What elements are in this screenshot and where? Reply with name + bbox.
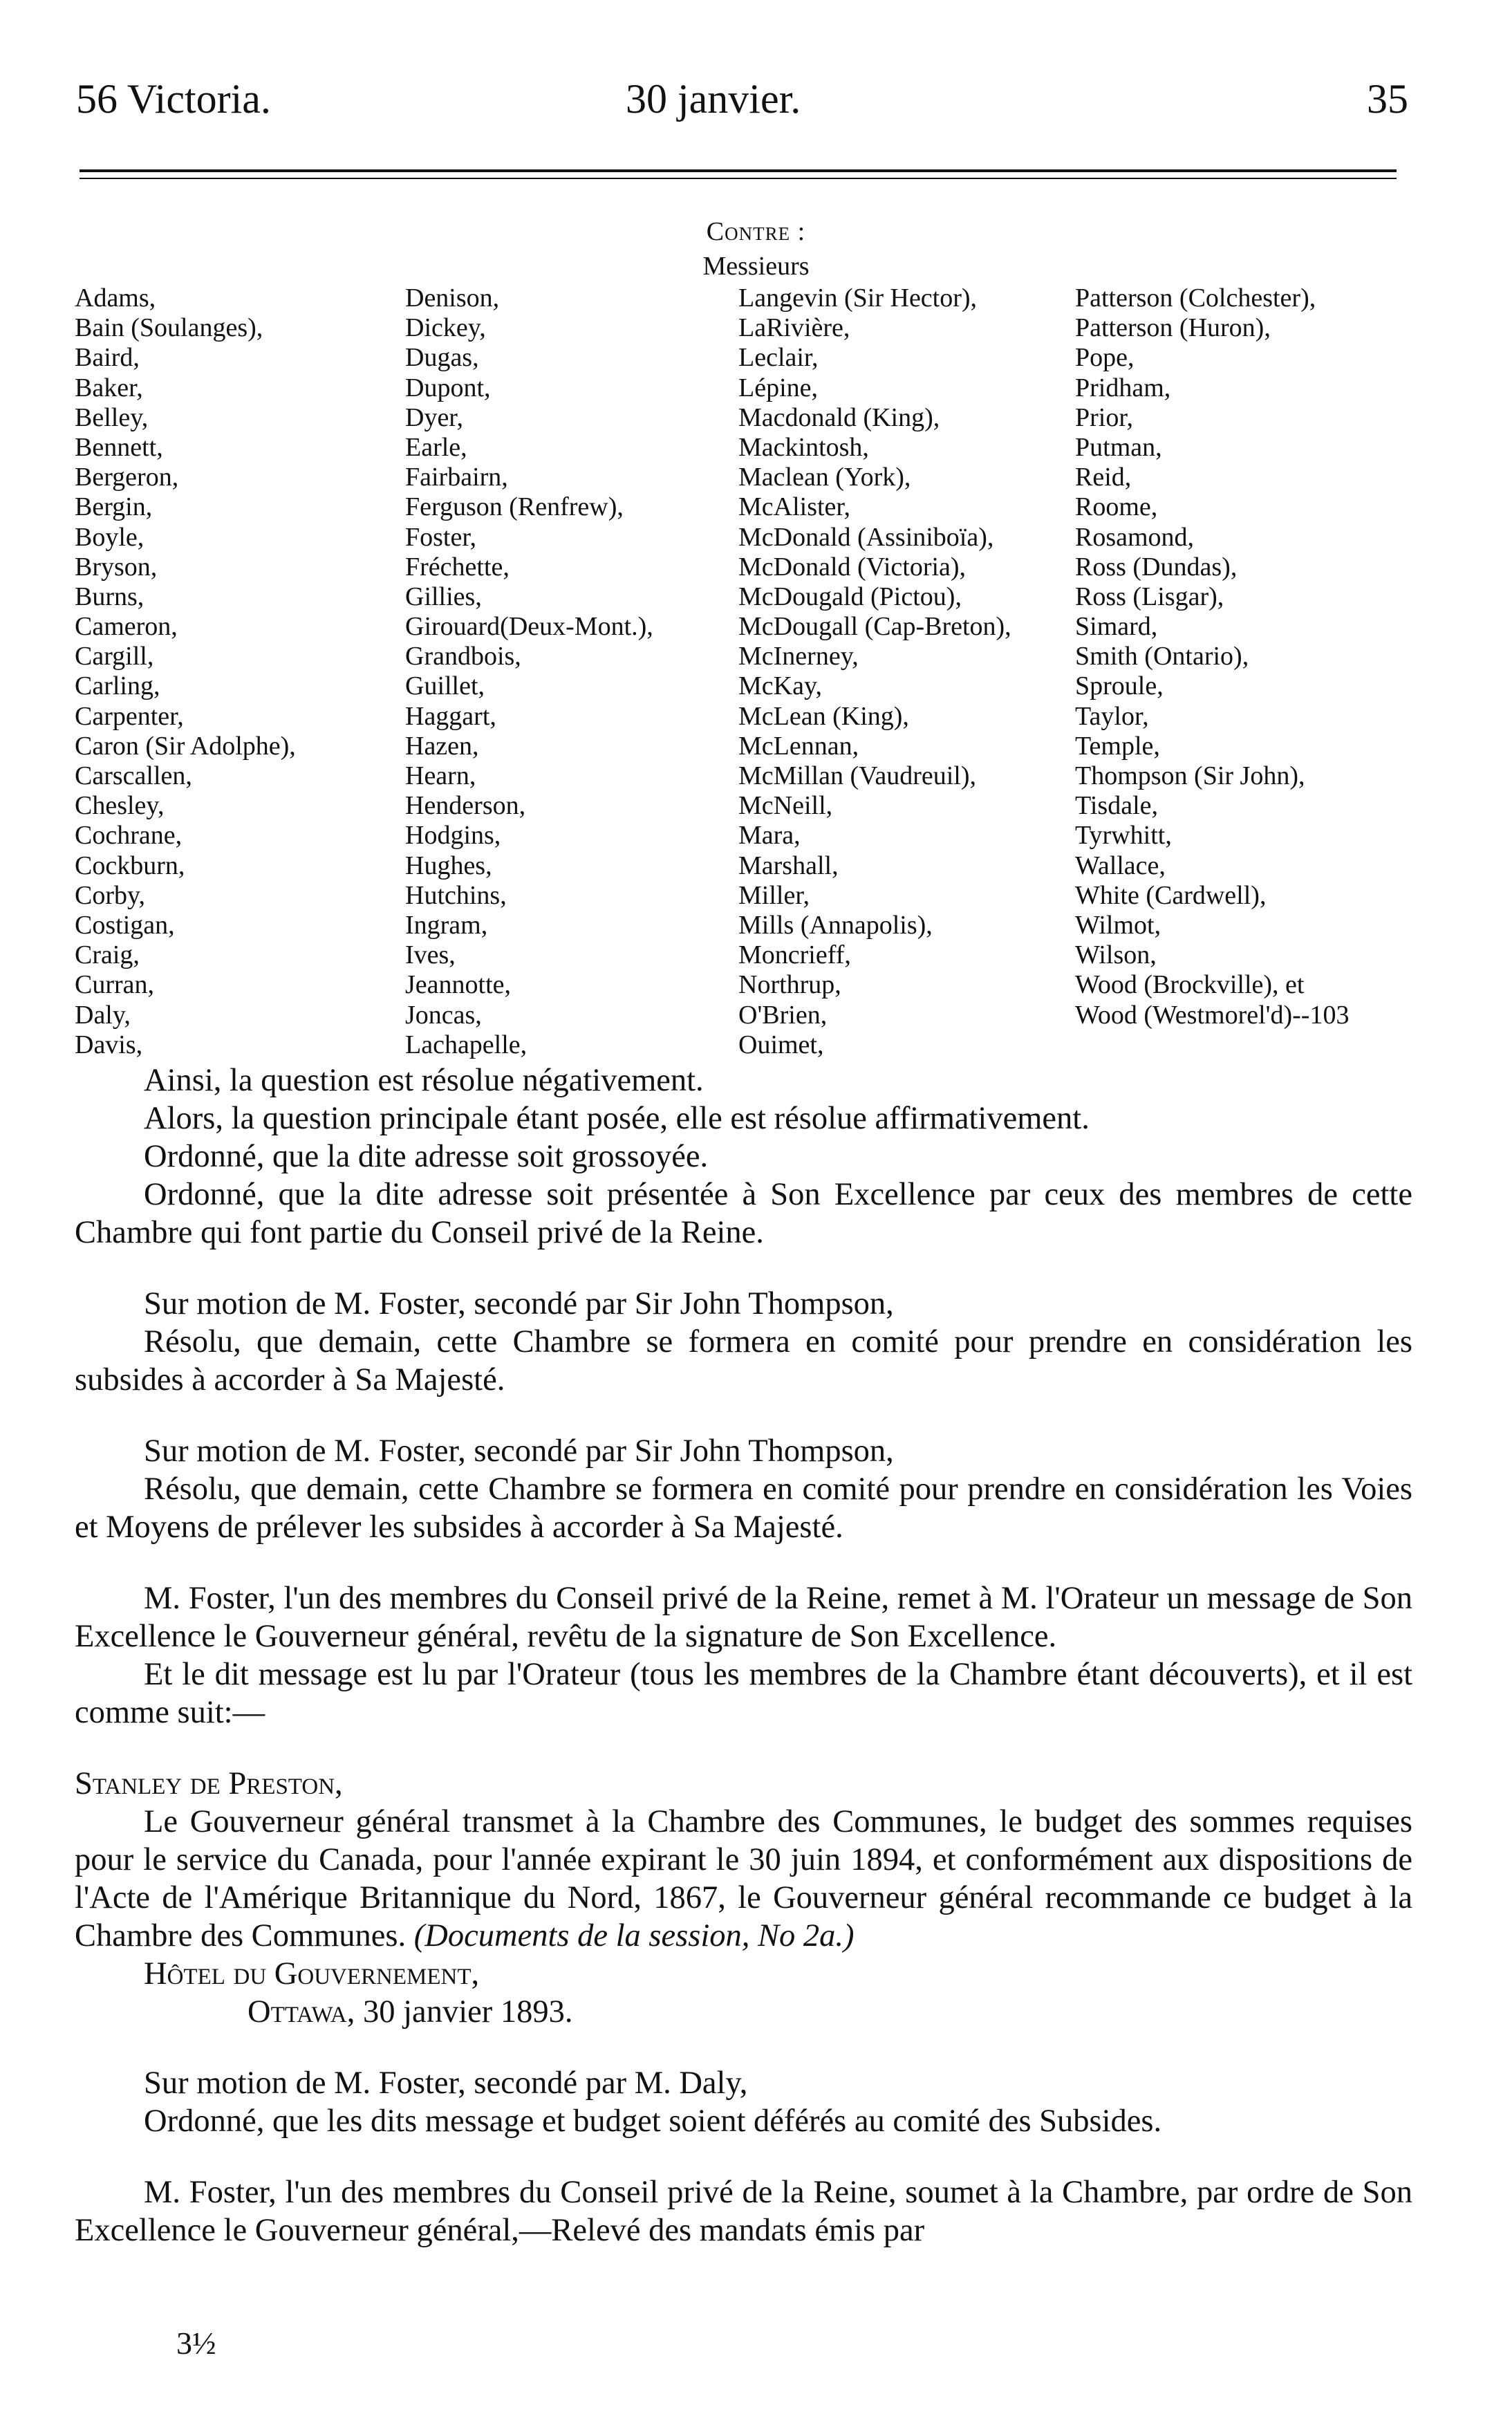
member-name: Bain (Soulanges), [75, 313, 263, 343]
member-name: Cameron, [75, 612, 178, 642]
paragraph: Et le dit message est lu par l'Orateur (tous les membres de la Chambre étant découverts), et il est comme suit:— [75, 1657, 1412, 1730]
member-name: Ferguson (Renfrew), [405, 492, 624, 522]
member-name: Baird, [75, 343, 140, 373]
member-name: Girouard(Deux-Mont.), [405, 612, 653, 642]
dateline-date: Ottawa, 30 janvier 1893. [248, 1994, 573, 2030]
member-name: Gillies, [405, 582, 482, 611]
member-name: Mackintosh, [738, 432, 869, 462]
member-name: Henderson, [405, 791, 526, 821]
header-rule-thin [80, 178, 1397, 179]
member-name: Joncas, [405, 1000, 482, 1030]
member-name: Craig, [75, 940, 140, 970]
member-name: Carscallen, [75, 761, 192, 790]
member-name: Dugas, [405, 343, 479, 373]
names-column-2 [405, 284, 653, 1060]
member-name: Bennett, [75, 432, 163, 462]
dateline-place: Hôtel du Gouvernement, [144, 1956, 480, 1991]
member-name: McMillan (Vaudreuil), [738, 761, 977, 790]
member-name: McKay, [738, 671, 822, 701]
member-name: Patterson (Huron), [1075, 313, 1271, 343]
member-name: Foster, [405, 522, 476, 552]
names-column-4 [1075, 284, 1349, 1030]
member-name: Miller, [738, 880, 810, 910]
member-name: Dickey, [405, 313, 486, 343]
member-name: Temple, [1075, 731, 1160, 761]
paragraph: Sur motion de M. Foster, secondé par Sir John Thompson, [144, 1286, 894, 1321]
member-name: Ingram, [405, 910, 488, 940]
member-name: Hazen, [405, 731, 479, 761]
paragraph: Ordonné, que les dits message et budget soient déférés au comité des Subsides. [144, 2104, 1162, 2139]
page-number: 35 [1367, 76, 1408, 122]
member-name: Sproule, [1075, 671, 1164, 701]
member-name: Wood (Brockville), et [1075, 970, 1305, 1000]
member-name: Marshall, [738, 851, 839, 880]
member-name: Ouimet, [738, 1030, 824, 1059]
member-name: Haggart, [405, 701, 496, 731]
paragraph: Ordonné, que la dite adresse soit grossoyée. [144, 1139, 709, 1174]
member-name: Caron (Sir Adolphe), [75, 731, 296, 761]
member-name: Bergeron, [75, 463, 179, 492]
member-name: Daly, [75, 1000, 131, 1030]
member-name: Ives, [405, 940, 456, 970]
member-name: Hodgins, [405, 821, 501, 851]
paragraph: Ordonné, que la dite adresse soit présentée à Son Excellence par ceux des membres de cette Chambre qui font partie du Conseil privé de la Reine. [75, 1177, 1412, 1250]
member-name: Hutchins, [405, 880, 507, 910]
vote-heading: Contre : [706, 217, 806, 246]
member-name: Davis, [75, 1030, 143, 1059]
paragraph: M. Foster, l'un des membres du Conseil privé de la Reine, soumet à la Chambre, par ordre de Son Excellence le Gouverneur général,—Relevé des mandats émis par [75, 2175, 1412, 2248]
vote-subheading: Messieurs [702, 252, 810, 281]
member-name: Lachapelle, [405, 1030, 528, 1059]
paragraph: Sur motion de M. Foster, secondé par M. Daly, [144, 2065, 748, 2101]
member-name: Boyle, [75, 522, 144, 552]
member-name: Mara, [738, 821, 801, 851]
member-name: Tyrwhitt, [1075, 821, 1172, 851]
member-name: McDougall (Cap-Breton), [738, 612, 1011, 642]
member-name: LaRivière, [738, 313, 850, 343]
member-name: Jeannotte, [405, 970, 512, 1000]
member-name: Taylor, [1075, 701, 1149, 731]
paragraph: Ainsi, la question est résolue négativement. [144, 1063, 704, 1098]
member-name: Northrup, [738, 970, 841, 1000]
member-name: Baker, [75, 373, 143, 402]
member-name: Hughes, [405, 851, 492, 880]
member-name: White (Cardwell), [1075, 880, 1267, 910]
member-name: Carpenter, [75, 701, 184, 731]
member-name: Moncrieff, [738, 940, 851, 970]
paragraph: Alors, la question principale étant posée, elle est résolue affirmativement. [144, 1101, 1090, 1136]
member-name: Reid, [1075, 463, 1132, 492]
member-name: Cargill, [75, 642, 154, 671]
member-name: Rosamond, [1075, 522, 1195, 552]
member-name: Simard, [1075, 612, 1158, 642]
member-name: McDonald (Victoria), [738, 552, 967, 582]
member-name: Patterson (Colchester), [1075, 284, 1316, 313]
member-name: Dupont, [405, 373, 491, 402]
member-name: Smith (Ontario), [1075, 642, 1249, 671]
member-name: McNeill, [738, 791, 833, 821]
member-name: Ross (Dundas), [1075, 552, 1238, 582]
member-name: McLean (King), [738, 701, 909, 731]
member-name: Hearn, [405, 761, 476, 790]
member-name: McDonald (Assiniboïa), [738, 522, 994, 552]
member-name: Earle, [405, 432, 467, 462]
member-name: Belley, [75, 402, 149, 432]
member-name: Bergin, [75, 492, 153, 522]
paragraph: Résolu, que demain, cette Chambre se formera en comité pour prendre en considération les subsides à accorder à Sa Majesté. [75, 1324, 1412, 1398]
member-name: Wallace, [1075, 851, 1166, 880]
member-name: Denison, [405, 284, 500, 313]
member-name: Pope, [1075, 343, 1135, 373]
member-name: Macdonald (King), [738, 402, 940, 432]
member-name: Dyer, [405, 402, 463, 432]
member-name: Corby, [75, 880, 146, 910]
member-name: Adams, [75, 284, 156, 313]
member-name: Langevin (Sir Hector), [738, 284, 978, 313]
header-rule-thick [80, 169, 1397, 172]
governor-signature: Stanley de Preston, [75, 1766, 343, 1801]
paragraph: Sur motion de M. Foster, secondé par Sir John Thompson, [144, 1433, 894, 1469]
proceedings-text [75, 1061, 1412, 2249]
message-paragraph: Le Gouverneur général transmet à la Chambre des Communes, le budget des sommes requises pour le service du Canada, pour l'année expirant le 30 juin 1894, et conformément aux dispositions de l'Acte de l'Amérique Britannique du Nord, 1867, le Gouverneur général recommande ce budget à la Chambre des Communes. (Documents de la session, No 2a.) [75, 1804, 1412, 1953]
member-name: McAlister, [738, 492, 851, 522]
member-name: McInerney, [738, 642, 859, 671]
member-name: Ross (Lisgar), [1075, 582, 1224, 611]
names-column-3 [738, 284, 1011, 1060]
member-name: Fairbairn, [405, 463, 508, 492]
member-name: Roome, [1075, 492, 1158, 522]
member-name: Prior, [1075, 402, 1133, 432]
member-name: Pridham, [1075, 373, 1171, 402]
member-name: Mills (Annapolis), [738, 910, 933, 940]
member-name: Burns, [75, 582, 144, 611]
member-name: Maclean (York), [738, 463, 911, 492]
member-name: McLennan, [738, 731, 859, 761]
paragraph: M. Foster, l'un des membres du Conseil privé de la Reine, remet à M. l'Orateur un message de Son Excellence le Gouverneur général, revêtu de la signature de Son Excellence. [75, 1581, 1412, 1654]
running-head-date: 30 janvier. [626, 76, 801, 122]
member-name: O'Brien, [738, 1000, 828, 1030]
member-name: Cockburn, [75, 851, 185, 880]
member-name: Tisdale, [1075, 791, 1159, 821]
member-name: Wood (Westmorel'd)--103 [1075, 1000, 1350, 1030]
member-name: Curran, [75, 970, 155, 1000]
member-name: Carling, [75, 671, 160, 701]
member-name: Wilson, [1075, 940, 1157, 970]
member-name: Guillet, [405, 671, 485, 701]
member-name: Leclair, [738, 343, 819, 373]
member-name: Putman, [1075, 432, 1162, 462]
member-name: Chesley, [75, 791, 165, 821]
names-column-1 [75, 284, 296, 1060]
member-name: Costigan, [75, 910, 175, 940]
member-name: Wilmot, [1075, 910, 1161, 940]
member-name: Bryson, [75, 552, 158, 582]
member-name: Cochrane, [75, 821, 183, 851]
running-head-session: 56 Victoria. [76, 76, 271, 122]
member-name: Thompson (Sir John), [1075, 761, 1305, 790]
member-name: Lépine, [738, 373, 819, 402]
member-name: McDougald (Pictou), [738, 582, 962, 611]
session-document-reference: (Documents de la session, No 2a.) [413, 1918, 855, 1953]
member-name: Fréchette, [405, 552, 510, 582]
paragraph: Résolu, que demain, cette Chambre se formera en comité pour prendre en considération les Voies et Moyens de prélever les subsides à accorder à Sa Majesté. [75, 1471, 1412, 1545]
signature-mark: 3½ [176, 2325, 216, 2361]
member-name: Grandbois, [405, 642, 521, 671]
